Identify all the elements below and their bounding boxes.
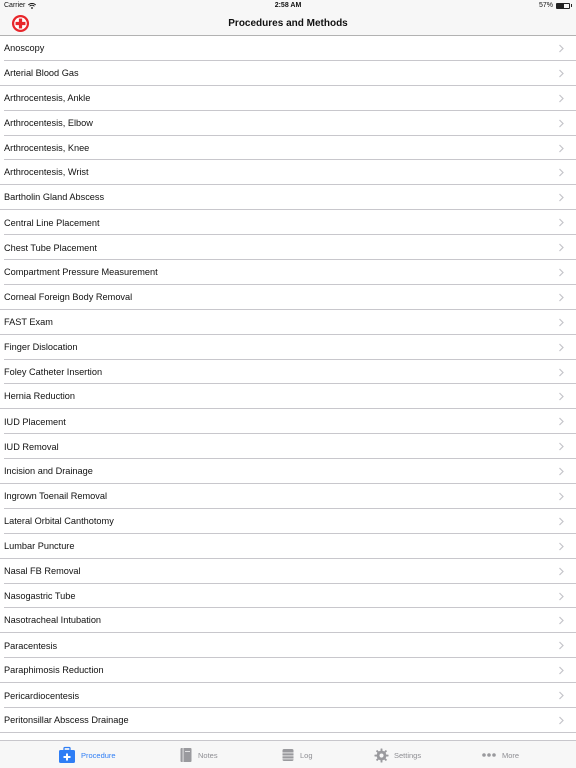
status-time: 2:58 AM xyxy=(274,2,302,9)
chevron-right-icon xyxy=(558,168,565,177)
list-item[interactable] xyxy=(0,360,576,385)
list-item[interactable] xyxy=(0,708,576,733)
chevron-right-icon xyxy=(558,467,565,476)
chevron-right-icon xyxy=(558,691,565,700)
chevron-right-icon xyxy=(558,44,565,53)
list-item-label: Lateral Orbital Canthotomy xyxy=(4,516,114,527)
chevron-right-icon xyxy=(558,343,565,352)
list-item-label: IUD Removal xyxy=(4,441,59,452)
list-item-label: Anoscopy xyxy=(4,43,45,54)
chevron-right-icon xyxy=(558,318,565,327)
carrier-label: Carrier xyxy=(4,2,26,9)
list-item-label: Nasotracheal Intubation xyxy=(4,615,102,626)
gear-icon xyxy=(374,748,389,763)
chevron-right-icon xyxy=(558,218,565,227)
list-item[interactable] xyxy=(0,658,576,683)
chevron-right-icon xyxy=(558,716,565,725)
list-item[interactable] xyxy=(0,310,576,335)
tab-bar xyxy=(0,740,576,768)
list-item[interactable] xyxy=(0,409,576,434)
chevron-right-icon xyxy=(558,517,565,526)
list-item-label: FAST Exam xyxy=(4,316,53,327)
database-icon xyxy=(281,747,295,763)
list-item-label: Corneal Foreign Body Removal xyxy=(4,291,133,302)
list-item[interactable] xyxy=(0,36,576,61)
list-item-label: Arthrocentesis, Knee xyxy=(4,143,90,153)
list-item[interactable] xyxy=(0,86,576,111)
list-item[interactable] xyxy=(0,384,576,409)
tab-log-label: Log xyxy=(300,750,313,760)
book-icon xyxy=(179,747,193,763)
chevron-right-icon xyxy=(558,368,565,377)
battery-fill xyxy=(557,4,564,8)
chevron-right-icon xyxy=(558,293,565,302)
list-item-label: Arterial Blood Gas xyxy=(4,67,79,78)
list-item-label: Nasal FB Removal xyxy=(4,566,81,577)
list-item[interactable] xyxy=(0,285,576,310)
list-item[interactable] xyxy=(0,210,576,235)
list-item[interactable] xyxy=(0,260,576,285)
list-item[interactable] xyxy=(0,584,576,609)
list-item-label: Arthrocentesis, Ankle xyxy=(4,93,91,104)
list-item[interactable] xyxy=(0,534,576,559)
list-item[interactable] xyxy=(0,559,576,584)
list-item-label: Compartment Pressure Measurement xyxy=(4,267,158,278)
list-item-label: Bartholin Gland Abscess xyxy=(4,192,105,203)
tab-more-label: More xyxy=(502,750,520,760)
page-title: Procedures and Methods xyxy=(228,18,348,29)
chevron-right-icon xyxy=(558,69,565,78)
chevron-right-icon xyxy=(558,417,565,426)
chevron-right-icon xyxy=(558,268,565,277)
chevron-right-icon xyxy=(558,567,565,576)
first-aid-kit-icon xyxy=(58,746,76,764)
list-item[interactable] xyxy=(0,633,576,658)
list-item[interactable] xyxy=(0,335,576,360)
more-dots-icon xyxy=(481,752,497,758)
list-item[interactable] xyxy=(0,484,576,509)
chevron-right-icon xyxy=(558,592,565,601)
list-item-label: Hernia Reduction xyxy=(4,391,75,402)
list-item-label: IUD Placement xyxy=(4,416,66,427)
list-item[interactable] xyxy=(0,61,576,86)
chevron-right-icon xyxy=(558,243,565,252)
chevron-right-icon xyxy=(558,542,565,551)
chevron-right-icon xyxy=(558,392,565,401)
tab-settings-label: Settings xyxy=(394,750,422,760)
list-item-label: Pericardiocentesis xyxy=(4,690,80,701)
procedure-list xyxy=(0,36,576,733)
list-item[interactable] xyxy=(0,608,576,633)
list-item[interactable] xyxy=(0,683,576,708)
list-item[interactable] xyxy=(0,509,576,534)
status-bar xyxy=(0,0,576,12)
tab-notes-label: Notes xyxy=(198,750,218,760)
list-item[interactable] xyxy=(0,235,576,260)
tab-notes[interactable] xyxy=(179,746,218,764)
tab-settings[interactable] xyxy=(374,746,421,764)
list-item-label: Lumbar Puncture xyxy=(4,540,75,551)
list-item[interactable] xyxy=(0,185,576,210)
battery-icon xyxy=(556,3,570,9)
chevron-right-icon xyxy=(558,144,565,153)
list-item-label: Arthrocentesis, Elbow xyxy=(4,118,93,129)
battery-percent: 57% xyxy=(538,2,553,9)
list-item-label: Ingrown Toenail Removal xyxy=(4,491,107,502)
list-item-label: Foley Catheter Insertion xyxy=(4,367,103,378)
chevron-right-icon xyxy=(558,94,565,103)
chevron-right-icon xyxy=(558,119,565,128)
chevron-right-icon xyxy=(558,616,565,625)
list-item-label: Arthrocentesis, Wrist xyxy=(4,167,89,178)
list-item-label: Incision and Drainage xyxy=(4,466,93,477)
status-right xyxy=(539,2,572,9)
list-item-label: Central Line Placement xyxy=(4,217,100,228)
tab-log[interactable] xyxy=(281,746,313,764)
chevron-right-icon xyxy=(558,442,565,451)
tab-procedure-label: Procedure xyxy=(81,750,116,760)
chevron-right-icon xyxy=(558,193,565,202)
chevron-right-icon xyxy=(558,492,565,501)
list-item-label: Paracentesis xyxy=(4,640,58,651)
list-item[interactable] xyxy=(0,434,576,459)
list-item[interactable] xyxy=(0,111,576,136)
list-item-label: Chest Tube Placement xyxy=(4,242,97,253)
chevron-right-icon xyxy=(558,641,565,650)
tab-more[interactable] xyxy=(481,746,519,764)
navigation-bar xyxy=(0,12,576,36)
list-item[interactable] xyxy=(0,136,576,161)
tab-procedure[interactable] xyxy=(58,746,116,764)
chevron-right-icon xyxy=(558,666,565,675)
list-item-label: Paraphimosis Reduction xyxy=(4,665,104,676)
list-item[interactable] xyxy=(0,459,576,484)
list-item[interactable] xyxy=(0,160,576,185)
battery-tip xyxy=(571,4,572,7)
list-item-label: Peritonsillar Abscess Drainage xyxy=(4,714,129,725)
list-item-label: Finger Dislocation xyxy=(4,342,78,353)
list-item-label: Nasogastric Tube xyxy=(4,591,76,602)
